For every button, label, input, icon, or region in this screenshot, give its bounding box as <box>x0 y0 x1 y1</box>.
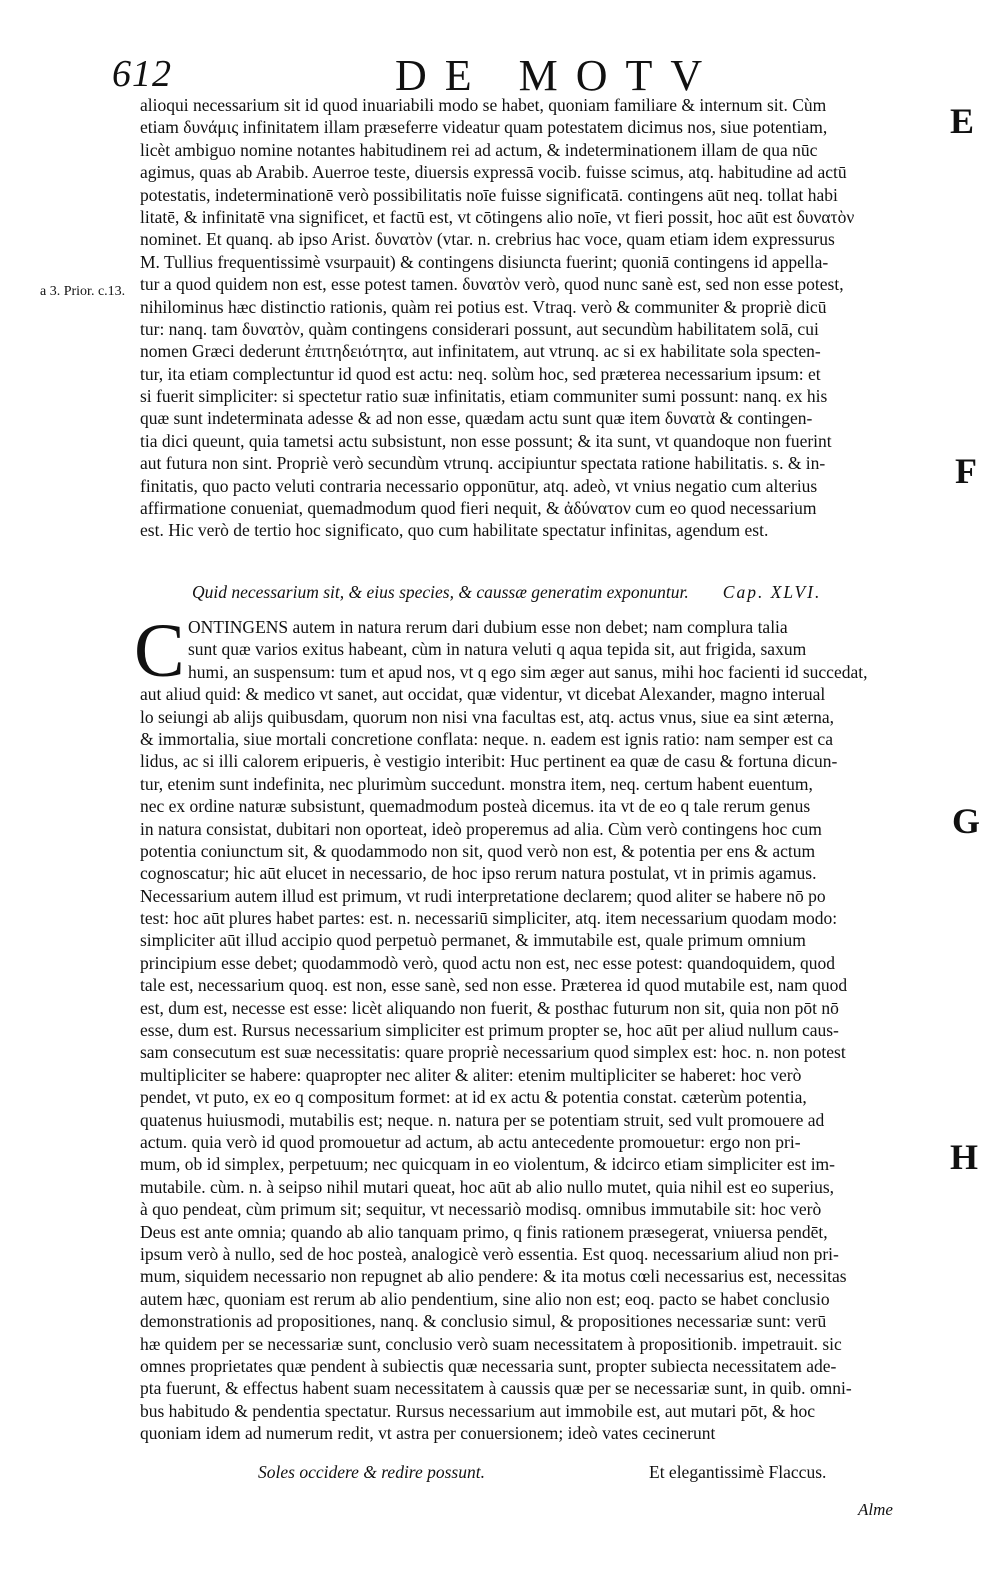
text-line: quoniam idem ad numerum redit, vt astra per conuersionem; ideò vates cecinerunt <box>140 1423 716 1444</box>
text-line: agimus, quas ab Arabib. Auerroe teste, diuersis expressā vocib. fuisse scimus, atq. habitudine ad actū <box>140 162 847 183</box>
text-line: sam consecutum est suæ necessitatis: quare propriè necessarium quod simplex est: hoc. n. non potest <box>140 1042 846 1063</box>
text-line: cognoscatur; hic aūt elucet in necessario, de hoc ipso rerum natura postulat, vt in primis agamus. <box>140 863 817 884</box>
margin-letter-g: G <box>952 801 981 841</box>
text-line: quæ sunt indeterminata adesse & ad non esse, quædam actu sunt quæ item δυνατὰ & contingen- <box>140 408 813 429</box>
margin-note: a 3. Prior. c.13. <box>40 284 126 299</box>
text-line: si fuerit simpliciter: si spectetur ratio suæ infinitatis, etiam communiter sumi possunt: nanq. ex his <box>140 386 828 407</box>
text-line: tur, ita etiam complectuntur id quod est actu: neq. solùm hoc, sed præterea necessarium ipsum: et <box>140 363 821 384</box>
text-line: est. Hic verò de tertio hoc significato, quo cum habilitate spectatur infinitas, agendum est. <box>140 520 769 541</box>
text-line: in natura consistat, dubitari non oporteat, ideò properemus ad alia. Cùm verò contingens hoc cum <box>140 818 822 839</box>
text-line: lo seiungi ab alijs quibusdam, quorum non nisi vna facultas est, atq. actus vnus, siue ea sint æterna, <box>140 706 835 727</box>
chapter-number: Cap. XLVI. <box>722 582 822 602</box>
text-line: tur: nanq. tam δυνατὸν, quàm contingens considerari possunt, aut secundùm habilitatem solā, cui <box>140 318 819 339</box>
paragraph-1 <box>140 94 940 542</box>
text-line: nomen Græci dederunt ἐπιτηδειότητα, aut infinitatem, aut vtrunq. ac si ex habilitate sola specten- <box>140 341 821 362</box>
text-line: nec ex ordine naturæ subsistunt, quemadmodum posteà dicemus. ita vt de eo q tale rerum genus <box>140 796 811 817</box>
text-line: etiam δυνάμις infinitatem illam præseferre videatur quam potestatem dicimus nos, siue potentiam, <box>140 117 828 138</box>
running-head: DE MOTV <box>395 51 721 100</box>
verse-quote: Soles occidere & redire possunt. <box>258 1462 485 1482</box>
text-line: mutabile. cùm. n. à seipso nihil mutari queat, hoc aūt ab alio nullo mutet, quia nihil est eo superius, <box>140 1176 835 1197</box>
text-line: bus habitudo & pendentia spectatur. Rursus necessarium aut immobile est, aut mutari pōt, & hoc <box>140 1400 816 1421</box>
text-line: quatenus huiusmodi, mutabilis est; neque. n. natura per se potentiam struit, sed vult promouere ad <box>140 1109 825 1130</box>
text-line: aut aliud quid: & medico vt sanet, aut occidat, quæ videntur, vt dicebat Alexander, magno interual <box>140 684 826 705</box>
text-line: licèt ambiguo nomine notantes habitudinem rei ad actum, & indeterminationem illam de qua nūc <box>140 139 818 160</box>
text-line: lidus, ac si illi calorem eripueris, è vestigio interibit: Huc pertinent ea quæ de casu & fortuna dicun- <box>140 751 838 772</box>
text-line: tur, etenim sunt indefinita, nec plurimùm succedunt. monstra item, neq. certum habent euentum, <box>140 773 813 794</box>
text-line: finitatis, quo pacto veluti contraria necessario opponūtur, atq. adeò, vt vnius negatio cum alterius <box>140 475 818 496</box>
text-line: Deus est ante omnia; quando ab alio tanquam primo, q finis rationem præsegerat, vniuersa pendēt, <box>140 1221 828 1242</box>
verse-attribution: Et elegantissimè Flaccus. <box>649 1462 827 1482</box>
text-line: Necessarium autem illud est primum, vt rudi interpretatione declarem; quod aliter se habere nō po <box>140 885 826 906</box>
text-line: potestatis, indeterminationē verò possibilitatis noīe fuisse significatā. contingens aūt neq. tollat habi <box>140 184 838 205</box>
text-line: principium esse debet; quodammodò verò, quod actu non est, nec esse potest: quandoquidem, quod <box>140 952 835 973</box>
text-line: pta fuerunt, & effectus habent suam necessitatem à caussis quæ per se necessariæ sunt, in quib. omni- <box>140 1378 852 1399</box>
text-line: ONTINGENS autem in natura rerum dari dubium esse non debet; nam complura talia <box>188 617 788 637</box>
page-number: 612 <box>112 53 172 95</box>
margin-letter-f: F <box>955 451 977 491</box>
text-line: omnes proprietates quæ pendent à subiectis quæ necessaria sunt, propter subiecta necessitatem ade- <box>140 1355 837 1376</box>
text-line: mum, siquidem necessario non repugnet ab alio pendere: & ita motus cœli necessarius est, necessitas <box>140 1266 847 1287</box>
text-line: simpliciter aūt illud accipio quod perpetuò permanet, & immutabile est, quale primum omnium <box>140 930 806 951</box>
text-line: aut futura non sint. Propriè verò secundùm vtrunq. accipiuntur spectata ratione habilitatis. s. & in- <box>140 453 826 474</box>
catchword: Alme <box>858 1500 893 1519</box>
text-line: est, dum est, necesse est esse: licèt aliquando non fuerit, & posthac futurum non sit, quia non pōt nō <box>140 997 839 1018</box>
text-line: tale est, necessarium quoq. est non, esse sanè, sed non esse. Præterea id quod mutabile est, nam quod <box>140 975 848 996</box>
text-line: mum, ob id simplex, perpetuum; nec quicquam in eo violentum, & idcirco etiam simpliciter est im- <box>140 1154 835 1175</box>
text-line: litatē, & infinitatē vna significet, et factū est, vt cōtingens alio noīe, vt fieri possit, hoc aūt est δυνατὸν <box>140 206 855 227</box>
text-line: M. Tullius frequentissimè vsurpauit) & contingens disiuncta fuerint; quoniā contingens id appella- <box>140 251 829 272</box>
text-line: ipsum verò à nullo, sed de hoc posteà, analogicè verò essentia. Est quoq. necessarium aliud non pri- <box>140 1243 839 1264</box>
chapter-heading <box>192 582 912 603</box>
text-line: à quo pendeat, cùm primum sit; sequitur, vt necessariò modisq. omnibus immutabile sit: hoc verò <box>140 1199 822 1220</box>
margin-letter-e: E <box>950 101 975 141</box>
text-line: alioqui necessarium sit id quod inuariabili modo se habet, quoniam familiare & internum sit. Cùm <box>140 95 827 115</box>
text-line: esse, dum est. Rursus necessarium simpliciter est primum propter se, hoc aūt per aliud nullum caus- <box>140 1020 839 1041</box>
text-line: actum. quia verò id quod promouetur ad actum, ab actu antecedente promouetur: ergo non pri- <box>140 1131 801 1152</box>
text-line: humi, an suspensum: tum et apud nos, vt q ego sim æger aut sanus, mihi hoc facienti id succedat, <box>188 661 868 682</box>
text-line: nihilominus hæc distinctio rationis, quàm rei potius est. Vtraq. verò & communiter & propriè dicū <box>140 296 827 317</box>
text-line: tia dici queunt, quia tametsi actu subsistunt, non esse possunt; & ita sunt, vt quandoque non fuerint <box>140 430 832 451</box>
text-line: multipliciter se habere: quapropter nec aliter & aliter: etenim multipliciter se haberet: hoc verò <box>140 1064 802 1085</box>
margin-letter-h: H <box>950 1137 979 1177</box>
text-line: test: hoc aūt plures habet partes: est. n. necessariū simpliciter, atq. item necessarium quodam modo: <box>140 908 838 929</box>
chapter-title: Quid necessarium sit, & eius species, & caussæ generatim exponuntur. <box>192 582 689 602</box>
drop-initial: C <box>134 609 185 693</box>
text-line: sunt quæ varios exitus habeant, cùm in natura veluti q aqua tepida sit, aut frigida, saxum <box>188 639 807 660</box>
text-line: & immortalia, siue mortali concretione conflata: neque. n. eadem est ignis ratio: nam semper est ca <box>140 728 833 749</box>
paragraph-2 <box>140 616 940 1444</box>
text-line: nominet. Et quanq. ab ipso Arist. δυνατὸν (vtar. n. crebrius hac voce, quam etiam idem expressurus <box>140 229 835 250</box>
text-line: hæ quidem per se necessariæ sunt, conclusio verò suam necessitatem à propositionib. impetrauit. sic <box>140 1333 842 1354</box>
text-line: potentia coniunctum sit, & quodammodo non sit, quod verò non est, & potentia per ens & actum <box>140 840 816 861</box>
text-line: tur a quod quidem non est, esse potest tamen. δυνατὸν verò, quod nunc sanè est, sed non esse potest, <box>140 274 844 295</box>
text-line: pendet, vt puto, ex eo q compositum formet: at id ex actu & potentia constat. cæterùm potentia, <box>140 1087 807 1108</box>
text-line: demonstrationis ad propositiones, nanq. & conclusio simul, & propositiones necessariæ sunt: verū <box>140 1311 827 1332</box>
text-line: autem hæc, quoniam est rerum ab alio pendentium, sine alio non est; eoq. pacto se habet conclusio <box>140 1288 830 1309</box>
text-line: affirmatione conueniat, quemadmodum quod fieri nequit, & ἀδύνατον cum eo quod necessarium <box>140 498 817 519</box>
